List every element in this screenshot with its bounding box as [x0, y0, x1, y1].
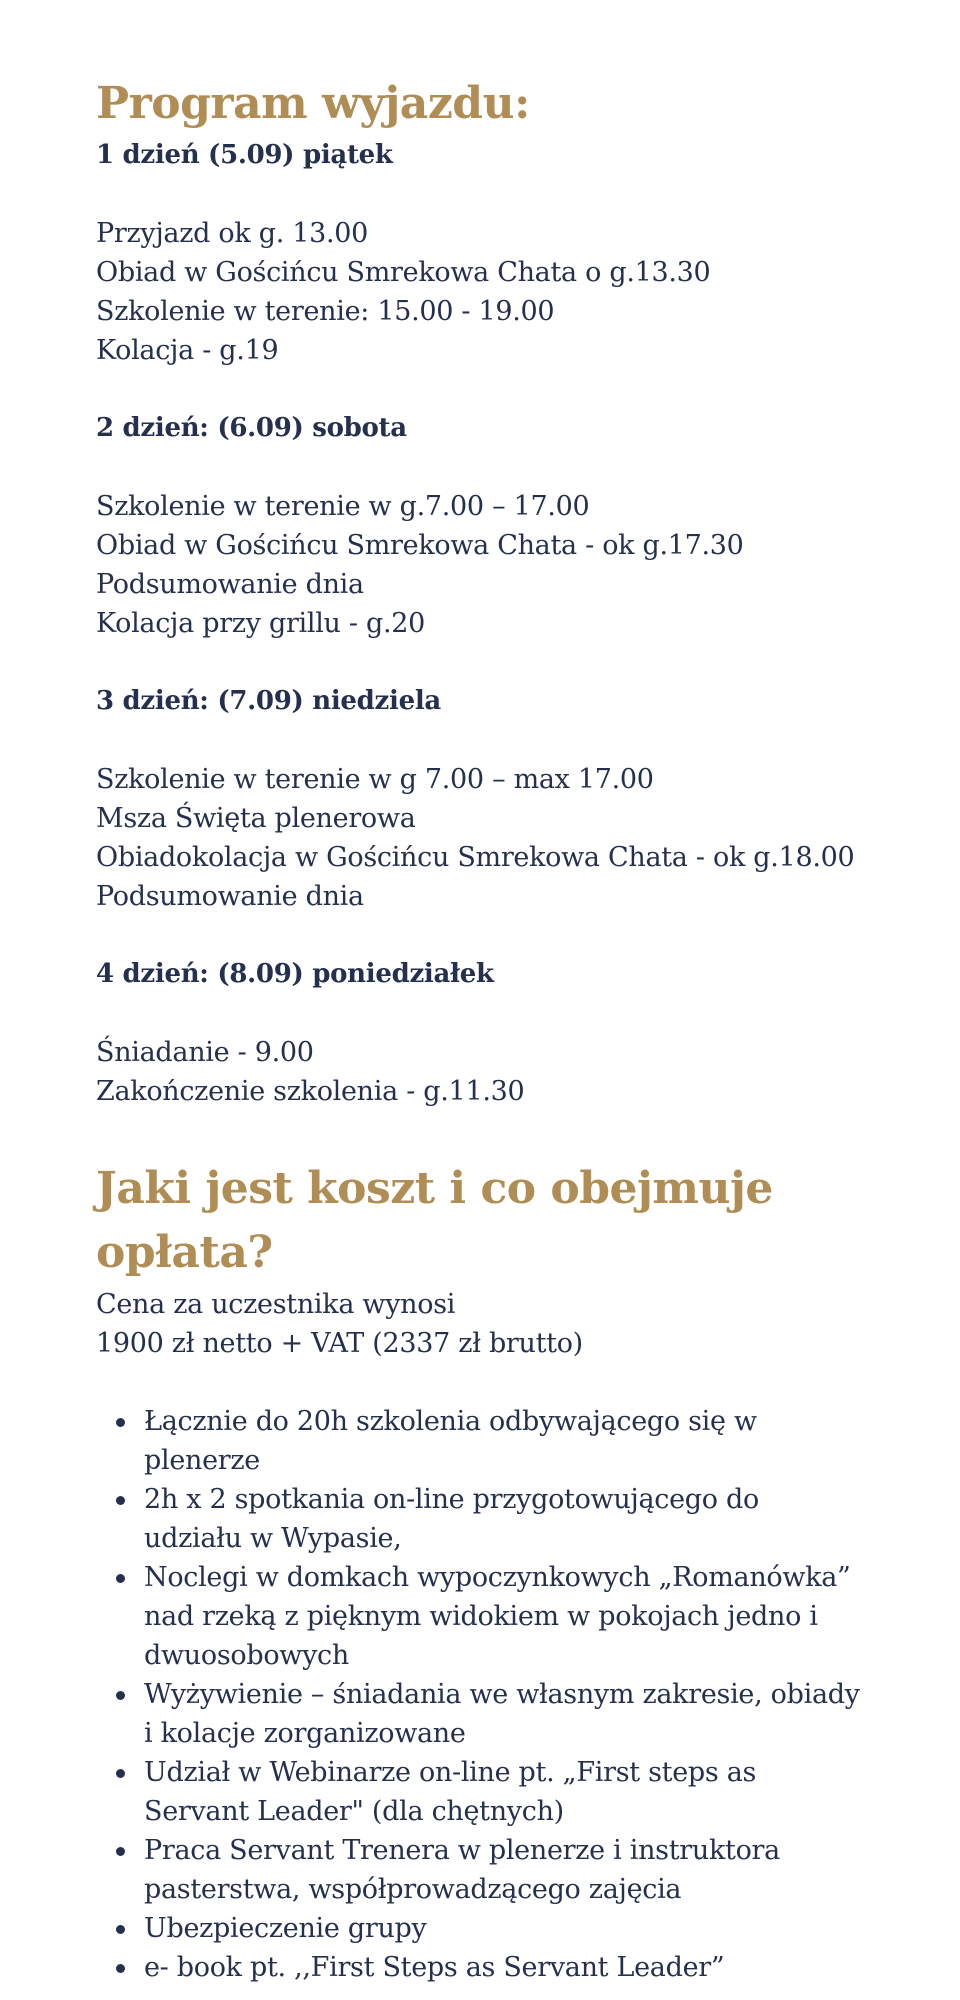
- schedule-item: Szkolenie w terenie w g.7.00 – 17.00: [96, 491, 590, 522]
- schedule-item: Msza Święta plenerowa: [96, 803, 416, 834]
- list-item: [144, 1753, 864, 1831]
- day-3: [96, 682, 864, 955]
- bullet-icon: [116, 1847, 125, 1856]
- list-item: [144, 1948, 864, 1987]
- schedule-item: Kolacja przy grillu - g.20: [96, 608, 426, 639]
- schedule-item: Kolacja - g.19: [96, 335, 279, 366]
- schedule-item: Zakończenie szkolenia - g.11.30: [96, 1076, 525, 1107]
- benefit-text: e- book pt. ,,First Steps as Servant Leader”: [144, 1952, 725, 1983]
- schedule-item: Obiadokolacja w Gościńcu Smrekowa Chata - ok g.18.00: [96, 842, 855, 873]
- list-item: [144, 1402, 864, 1480]
- benefit-text: Noclegi w domkach wypoczynkowych „Romanówka” nad rzeką z pięknym widokiem w pokojach jedno i dwuosobowych: [144, 1562, 851, 1671]
- bullet-icon: [116, 1964, 125, 1973]
- day-1: [96, 136, 864, 409]
- schedule-item: Podsumowanie dnia: [96, 881, 364, 912]
- schedule-item: Szkolenie w terenie w g 7.00 – max 17.00: [96, 764, 654, 795]
- schedule-item: Obiad w Gościńcu Smrekowa Chata - ok g.17.30: [96, 530, 744, 561]
- benefit-text: 2h x 2 spotkania on-line przygotowującego do udziału w Wypasie,: [144, 1484, 759, 1554]
- benefits-list: [96, 1402, 864, 1987]
- day-title: 4 dzień: (8.09) poniedziałek: [96, 959, 494, 989]
- benefit-text: Łącznie do 20h szkolenia odbywającego się w plenerze: [144, 1406, 757, 1476]
- price-intro: Cena za uczestnika wynosi: [96, 1289, 456, 1320]
- list-item: [144, 1675, 864, 1753]
- price-value: 1900 zł netto + VAT (2337 zł brutto): [96, 1328, 583, 1359]
- benefit-text: Udział w Webinarze on-line pt. „First steps as Servant Leader" (dla chętnych): [144, 1757, 757, 1827]
- program-heading: Program wyjazdu:: [96, 78, 530, 129]
- cost-heading: Jaki jest koszt i co obejmuje opłata?: [96, 1163, 773, 1278]
- day-4: [96, 955, 864, 1111]
- bullet-icon: [116, 1691, 125, 1700]
- bullet-icon: [116, 1925, 125, 1934]
- day-title: 1 dzień (5.09) piątek: [96, 140, 393, 170]
- list-item: [144, 1558, 864, 1675]
- day-2: [96, 409, 864, 682]
- benefit-text: Wyżywienie – śniadania we własnym zakresie, obiady i kolacje zorganizowane: [144, 1679, 860, 1749]
- bullet-icon: [116, 1769, 125, 1778]
- schedule-item: Szkolenie w terenie: 15.00 - 19.00: [96, 296, 555, 327]
- list-item: [144, 1831, 864, 1909]
- benefit-text: Ubezpieczenie grupy: [144, 1913, 427, 1944]
- schedule-item: Śniadanie - 9.00: [96, 1037, 314, 1068]
- bullet-icon: [116, 1418, 125, 1427]
- schedule-item: Podsumowanie dnia: [96, 569, 364, 600]
- benefit-text: Praca Servant Trenera w plenerze i instruktora pasterstwa, współprowadzącego zajęcia: [144, 1835, 780, 1905]
- list-item: [144, 1480, 864, 1558]
- bullet-icon: [116, 1496, 125, 1505]
- schedule-item: Obiad w Gościńcu Smrekowa Chata o g.13.30: [96, 257, 711, 288]
- day-title: 2 dzień: (6.09) sobota: [96, 413, 407, 443]
- schedule-item: Przyjazd ok g. 13.00: [96, 218, 369, 249]
- list-item: [144, 1909, 864, 1948]
- bullet-icon: [116, 1574, 125, 1583]
- day-title: 3 dzień: (7.09) niedziela: [96, 686, 441, 716]
